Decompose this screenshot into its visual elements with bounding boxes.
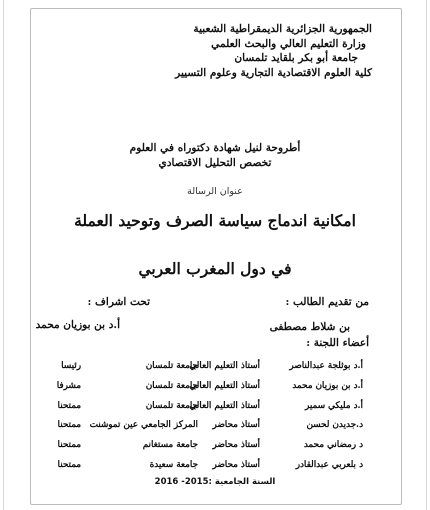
jury-member-rank: أستاذ محاضر xyxy=(212,420,260,431)
jury-member-rank: أستاذ التعليم العالي xyxy=(189,361,260,371)
title-label: عنوان الرسالة xyxy=(187,186,243,197)
page-edge-left xyxy=(3,0,4,510)
supervisor-label: تحت اشراف : xyxy=(87,296,150,308)
jury-member-role: رئيسا xyxy=(61,361,81,371)
university-line: جامعة أبو بكر بلقايد تلمسان xyxy=(234,52,358,64)
jury-member-name: د.جديدن لحسن xyxy=(306,420,363,431)
jury-member-institution: جامعة سعيدة xyxy=(149,459,198,470)
jury-member-rank: أستاذ التعليم العالي xyxy=(189,380,260,391)
jury-member-name: أ.د بوثلجة عبدالناصر xyxy=(289,361,363,371)
jury-member-institution: جامعة تلمسان xyxy=(145,361,198,371)
jury-member-name: د رمضاني محمد xyxy=(303,440,363,451)
student-label: من تقديم الطالب : xyxy=(285,296,369,308)
republic-line: الجمهورية الجزائرية الديمقراطية الشعبية xyxy=(193,23,372,35)
jury-member-name: أ.د بن بوزيان محمد xyxy=(292,380,363,391)
jury-row xyxy=(38,420,363,440)
jury-member-role: ممتحنا xyxy=(57,420,81,431)
jury-member-rank: أستاذ التعليم العالي xyxy=(189,400,260,411)
jury-member-institution: جامعة تلمسان xyxy=(145,380,198,391)
jury-label: أعضاء اللجنة : xyxy=(306,337,369,349)
thesis-specialty-line: تخصص التحليل الاقتصادي xyxy=(158,157,272,169)
jury-member-rank: أستاذ محاضر xyxy=(212,459,260,470)
jury-member-role: مشرفا xyxy=(56,380,81,391)
jury-table xyxy=(38,361,363,480)
jury-member-institution: المركز الجامعي عين تموشنت xyxy=(89,420,198,431)
jury-member-name: د بلعربي عبدالقادر xyxy=(295,459,363,470)
jury-member-name: أ.د مليكي سمير xyxy=(305,400,363,411)
institution-header xyxy=(42,22,372,80)
jury-member-role: ممتحنا xyxy=(57,400,81,411)
jury-member-rank: أستاذ محاضر xyxy=(212,440,260,451)
page-edge-right xyxy=(426,0,427,510)
jury-member-role: ممتحنا xyxy=(57,459,81,470)
thesis-title-line-2: في دول المغرب العربي xyxy=(138,259,292,278)
jury-row xyxy=(38,401,363,421)
thesis-title-line-1: امكانية اندماج سياسة الصرف وتوحيد العملة xyxy=(74,211,356,230)
jury-row xyxy=(38,440,363,460)
supervisor-name: أ.د بن بوزيان محمد xyxy=(35,319,120,331)
student-name: بن شلاط مصطفى xyxy=(269,321,350,333)
ministry-line: وزارة التعليم العالي والبحث العلمي xyxy=(211,37,366,50)
jury-row xyxy=(38,381,363,401)
jury-member-institution: جامعة مستغانم xyxy=(142,440,198,451)
jury-member-role: ممتحنا xyxy=(57,440,81,451)
jury-member-institution: جامعة تلمسان xyxy=(145,400,198,411)
academic-year: السنة الجامعية :2015- 2016 xyxy=(154,477,276,487)
faculty-line: كلية العلوم الاقتصادية التجارية وعلوم التسيير xyxy=(175,66,372,79)
jury-row xyxy=(38,361,363,381)
thesis-degree-line: أطروحة لنيل شهادة دكتوراه في العلوم xyxy=(129,142,301,154)
